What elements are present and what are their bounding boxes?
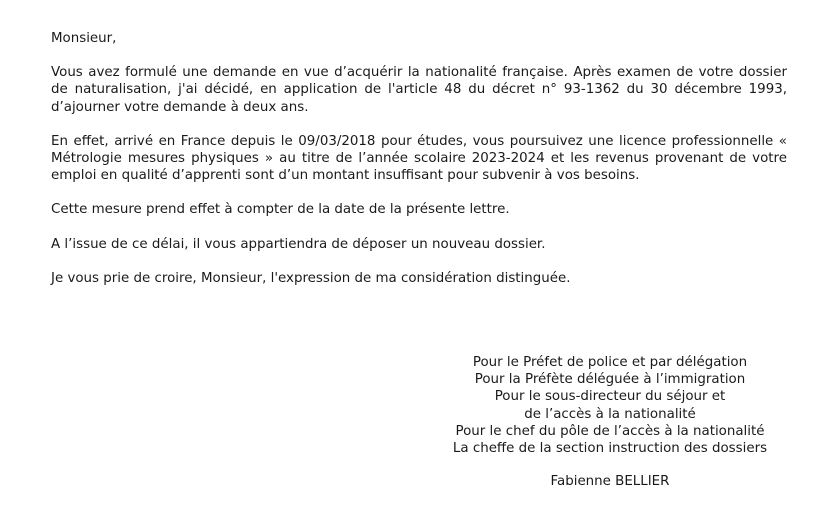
signature-line-pole-chief: Pour le chef du pôle de l’accès à la nationalité xyxy=(455,423,765,439)
salutation: Monsieur, xyxy=(51,31,117,46)
letter-body xyxy=(51,30,787,304)
paragraph-request-decision: Vous avez formulé une demande en vue d’acquérir la nationalité française. Après examen de votre dossier de naturalisation, j'ai décidé, en application de l'article 48 du décret n° 93-1362 du 30 décembre 1993, d’ajourner votre demande à deux ans. xyxy=(51,65,787,115)
paragraph-effective-date: Cette mesure prend effet à compter de la date de la présente lettre. xyxy=(51,202,510,218)
signature-line-section-head: La cheffe de la section instruction des dossiers xyxy=(452,441,768,457)
paragraph-reasons: En effet, arrivé en France depuis le 09/03/2018 pour études, vous poursuivez une licence professionnelle « Métrologie mesures physiques » au titre de l’année scolaire 2023-2024 et les revenus provenant de votre emploi en qualité d’apprenti sont d’un montant insuffisant pour subvenir à vos besoins. xyxy=(51,133,787,184)
signature-line-prefect: Pour le Préfet de police et par délégation xyxy=(472,355,748,370)
signature-line-delegate: Pour la Préfète déléguée à l’immigration xyxy=(474,372,746,388)
signature-line-subdirector-continued: de l’accès à la nationalité xyxy=(524,406,696,422)
paragraph-closing: Je vous prie de croire, Monsieur, l'expression de ma considération distinguée. xyxy=(51,270,571,286)
signature-line-subdirector: Pour le sous-directeur du séjour et xyxy=(494,389,726,405)
signature-block xyxy=(440,354,780,490)
paragraph-new-application: A l’issue de ce délai, il vous appartiendra de déposer un nouveau dossier. xyxy=(51,236,546,252)
signer-name: Fabienne BELLIER xyxy=(550,474,670,490)
